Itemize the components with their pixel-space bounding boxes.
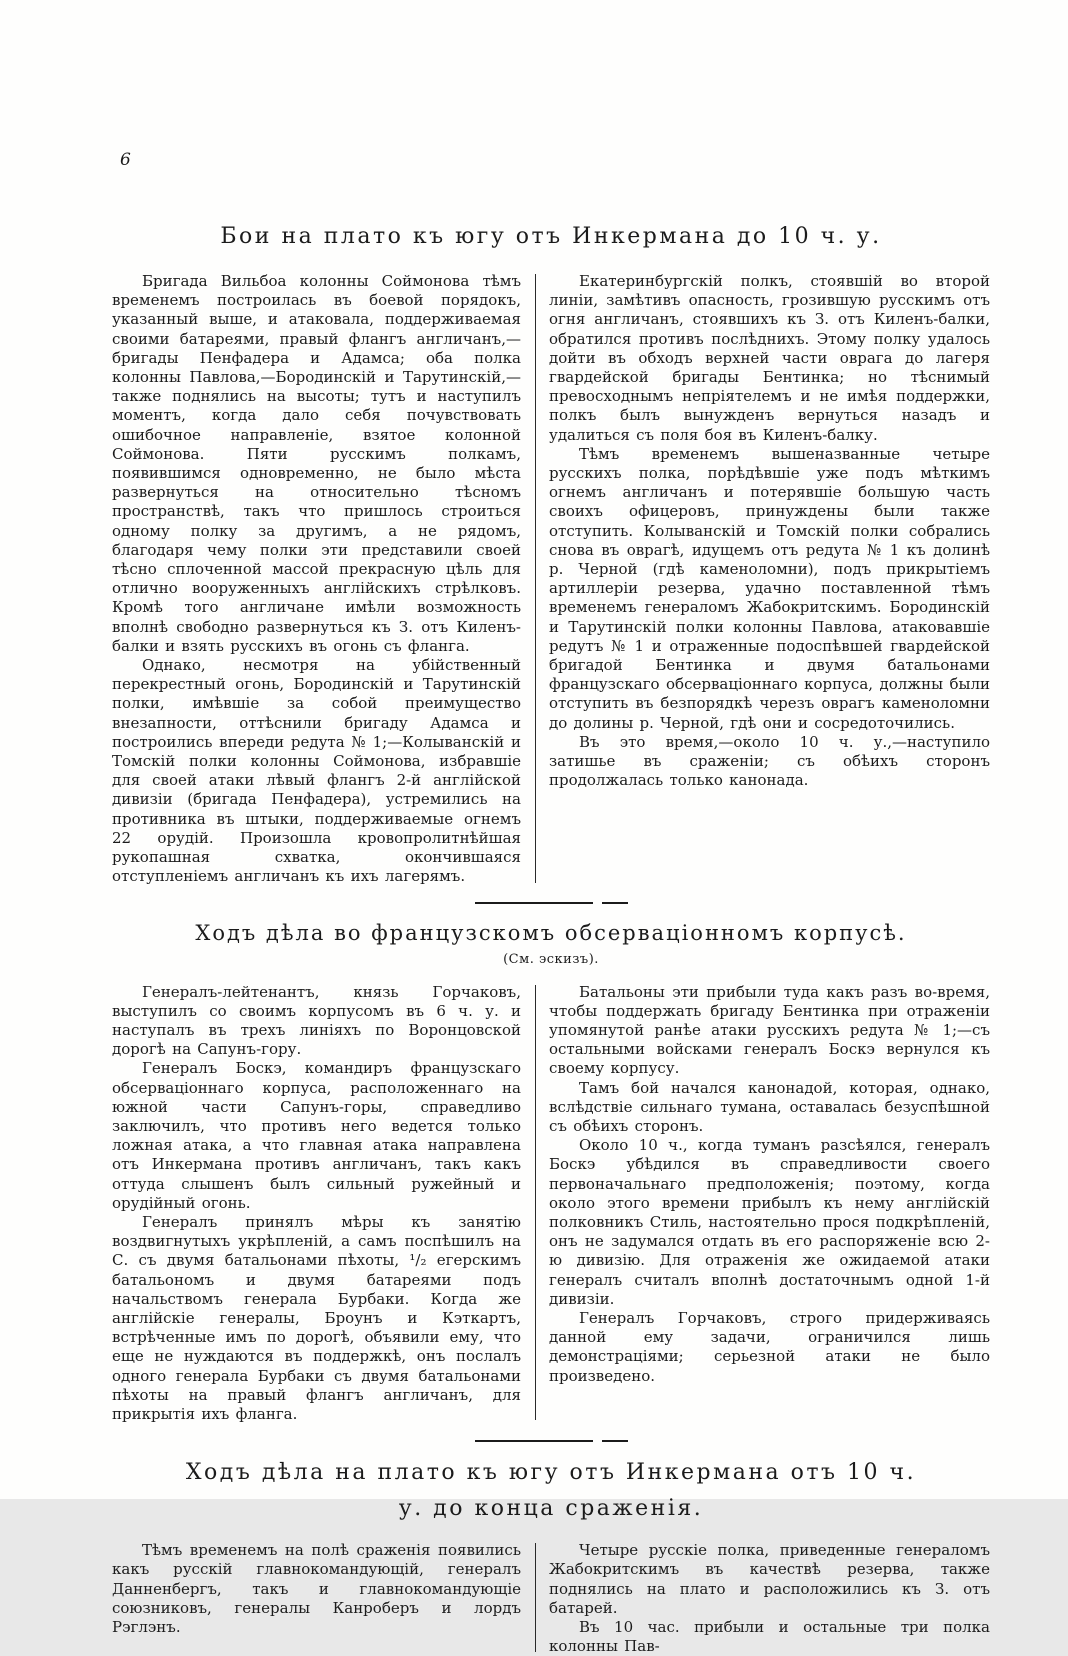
column-divider-rule [535, 1543, 536, 1652]
section-french-observation-corps [112, 918, 990, 1425]
paragraph: Бригада Вильбоа колонны Соймонова тѣмъ временемъ построилась въ боевой порядокъ, указанный выше, и атаковала, поддерживаемая своими батареями, правый флангъ англичанъ,—бригады Пенфадера и Адамса; оба полка колонны Павлова,—Бородинскій и Тарутинскій,—также поднялись на высоты; тутъ и наступилъ моментъ, когда дало себя почувствовать ошибочное направленіе, взятое колонной Соймонова. Пяти русскимъ полкамъ, появившимся одновременно, не было мѣста развернуться на относительно тѣсномъ пространствѣ, такъ что пришлось строиться одному полку за другимъ, а не рядомъ, благодаря чему полки эти представили своей тѣсно сплоченной массой прекрасную цѣль для отлично вооруженныхъ англійскихъ стрѣлковъ. Кромѣ того англичане имѣли возможность вполнѣ свободно развернуться къ З. отъ Киленъ-балки и взять русскихъ въ огонь съ фланга. [112, 272, 521, 655]
paragraph: Тамъ бой начался канонадой, которая, однако, вслѣдствіе сильнаго тумана, оставалась безуспѣшной съ обѣихъ сторонъ. [549, 1078, 990, 1135]
section-2-right-column [549, 983, 990, 1425]
divider-segment-short [602, 1440, 628, 1442]
section-1-left-column [112, 272, 521, 887]
section-battle-before-10 [112, 222, 990, 887]
paragraph: Екатеринбургскій полкъ, стоявшій во второй линіи, замѣтивъ опасность, грозившую русскимъ отъ огня англичанъ, стоявшихъ къ З. отъ Киленъ-балки, обратился противъ послѣднихъ. Этому полку удалось дойти въ обходъ верхней части оврага до лагеря гвардейской бригады Бентинка; но тѣснимый превосходнымъ непріятелемъ и не имѣя поддержки, полкъ былъ вынужденъ вернуться назадъ и удалиться съ поля боя въ Киленъ-балку. [549, 272, 990, 444]
paragraph: Батальоны эти прибыли туда какъ разъ во-время, чтобы поддержать бригаду Бентинка при отраженіи упомянутой ранѣе атаки русскихъ редута № 1;—съ остальными войсками генералъ Боскэ вернулся къ своему корпусу. [549, 982, 990, 1078]
column-divider-rule [535, 274, 536, 883]
section-battle-after-10 [112, 1455, 990, 1656]
section-3-left-column [112, 1541, 521, 1656]
paragraph: Въ 10 час. прибыли и остальные три полка колонны Пав- [549, 1617, 990, 1656]
divider-segment-long [475, 902, 593, 904]
section-2-left-column [112, 983, 521, 1425]
section-1-columns [112, 272, 990, 887]
paragraph: Однако, несмотря на убійственный перекрестный огонь, Бородинскій и Тарутинскій полки, имѣвшіе за собой преимущество внезапности, оттѣснили бригаду Адамса и построились впереди редута № 1;—Колыванскій и Томскій полки колонны Соймонова, избравшіе для своей атаки лѣвый флангъ 2-й англійской дивизіи (бригада Пенфадера), устремились на противника въ штыки, поддерживаемые огнемъ 22 орудій. Произошла кровопролитнѣйшая рукопашная схватка, окончившаяся отступленіемъ англичанъ къ ихъ лагерямъ. [112, 656, 521, 886]
divider-segment-long [475, 1440, 593, 1442]
paragraph: Въ это время,—около 10 ч. у.,—наступило затишье въ сраженіи; съ обѣихъ сторонъ продолжалась только канонада. [549, 732, 990, 790]
section-2-subtitle: (См. эскизъ). [503, 951, 599, 967]
section-2-columns [112, 983, 990, 1425]
paragraph: Генералъ Горчаковъ, строго придерживаясь данной ему задачи, ограничился лишь демонстраціями; серьезной атаки не было произведено. [549, 1308, 990, 1385]
paragraph: Четыре русскіе полка, приведенные генераломъ Жабокритскимъ въ качествѣ резерва, также поднялись на плато и расположились къ З. отъ батарей. [549, 1541, 990, 1617]
column-divider-rule [535, 985, 536, 1421]
paragraph: Генералъ принялъ мѣры къ занятію воздвигнутыхъ укрѣпленій, а самъ поспѣшилъ на С. съ двумя батальонами пѣхоты, ¹/₂ егерскимъ батальономъ и двумя батареями подъ начальствомъ генерала Бурбаки. Когда же англійскіе генералы, Броунъ и Кэткартъ, встрѣченные имъ по дорогѣ, объявили ему, что еще не нуждаются въ поддержкѣ, онъ послалъ одного генерала Бурбаки съ двумя батальонами пѣхоты на правый флангъ англичанъ, для прикрытія ихъ фланга. [112, 1212, 521, 1423]
section-1-title: Бои на плато къ югу отъ Инкермана до 10 ч. у. [220, 224, 882, 249]
section-divider-rule [112, 1439, 990, 1442]
divider-segment-short [602, 902, 628, 904]
paragraph: Генералъ Боскэ, командиръ французскаго обсерваціоннаго корпуса, расположеннаго на южной части Сапунъ-горы, справедливо заключилъ, что противъ него ведется только ложная атака, а что главная атака направлена отъ Инкермана противъ англичанъ, такъ какъ оттуда слышенъ былъ сильный ружейный и орудійный огонь. [112, 1059, 521, 1212]
section-3-columns [112, 1541, 990, 1656]
section-3-right-column [549, 1541, 990, 1656]
paragraph: Генералъ-лейтенантъ, князь Горчаковъ, выступилъ со своимъ корпусомъ въ 6 ч. у. и наступалъ въ трехъ линіяхъ по Воронцовской дорогѣ на Сапунъ-гору. [112, 982, 521, 1059]
paragraph: Около 10 ч., когда туманъ разсѣялся, генералъ Боскэ убѣдился въ справедливости своего первоначальнаго предположенія; поэтому, когда около этого времени прибылъ къ нему англійскій полковникъ Стиль, настоятельно прося подкрѣпленій, онъ не задумался отдать въ его распоряженіе всю 2-ю дивизію. Для отраженія же ожидаемой атаки генералъ считалъ вполнѣ достаточнымъ одной 1-й дивизіи. [549, 1136, 990, 1308]
section-3-title: Ходъ дѣла на плато къ югу отъ Инкермана отъ 10 ч. у. до конца сраженія. [185, 1460, 917, 1522]
section-2-title: Ходъ дѣла во французскомъ обсерваціонномъ корпусѣ. [195, 920, 907, 945]
page-content [112, 222, 990, 1656]
section-divider-rule [112, 902, 990, 905]
paragraph: Тѣмъ временемъ на полѣ сраженія появились какъ русскій главнокомандующій, генералъ Данненбергъ, такъ и главнокомандующіе союзниковъ, генералы Канроберъ и лордъ Рэглэнъ. [112, 1541, 521, 1636]
section-1-right-column [549, 272, 990, 887]
page-number: 6 [120, 150, 131, 170]
paragraph: Тѣмъ временемъ вышеназванные четыре русскихъ полка, порѣдѣвшіе уже подъ мѣткимъ огнемъ англичанъ и потерявшіе большую часть своихъ офицеровъ, принуждены были также отступить. Колыванскій и Томскій полки собрались снова въ оврагѣ, идущемъ отъ редута № 1 къ долинѣ р. Черной (гдѣ каменоломни), подъ прикрытіемъ артиллеріи резерва, удачно поставленной тѣмъ временемъ генераломъ Жабокритскимъ. Бородинскій и Тарутинскій полки колонны Павлова, атаковавшіе редутъ № 1 и отраженные подоспѣвшей гвардейской бригадой Бентинка и двумя батальонами французскаго обсерваціоннаго корпуса, должны были отступить въ безпорядкѣ черезъ оврагъ каменоломни до долины р. Черной, гдѣ они и сосредоточились. [549, 444, 990, 732]
